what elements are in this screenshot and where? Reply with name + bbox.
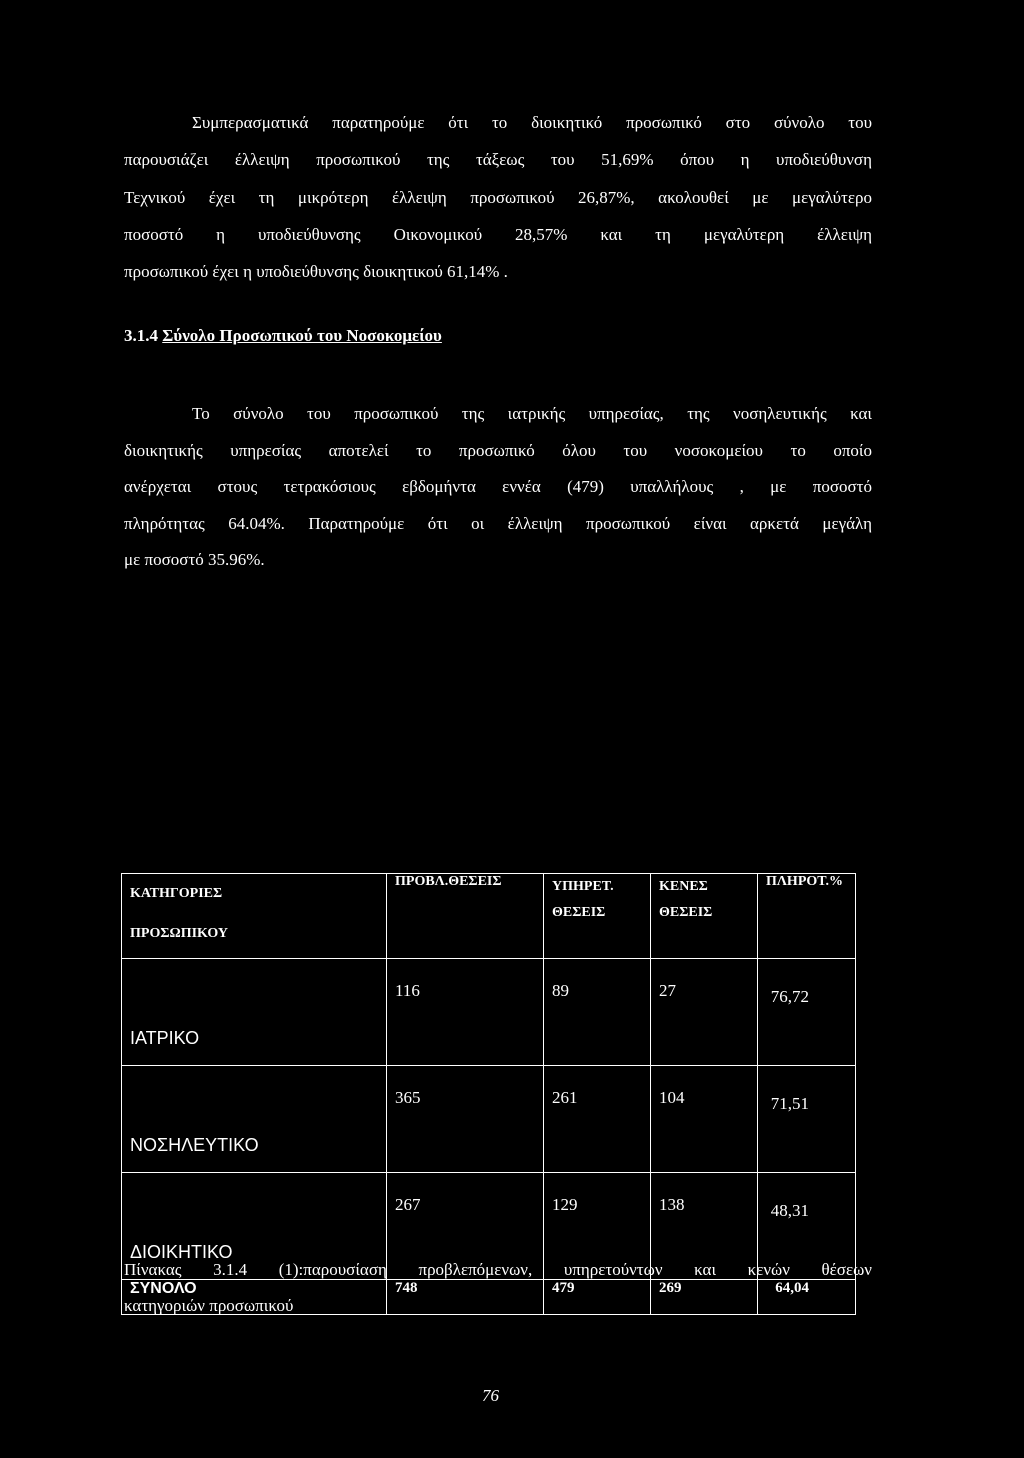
section-number: 3.1.4 — [124, 326, 158, 345]
paragraph-line: πληρότητας 64.04%. Παρατηρούμε ότι οι έλλειψη προσωπικού είναι αρκετά μεγάλη — [124, 513, 872, 533]
header-category: ΚΑΤΗΓΟΡΙΕΣ ΠΡΟΣΩΠΙΚΟΥ — [122, 874, 387, 959]
table-row — [122, 959, 856, 1066]
paragraph-line: ανέρχεται στους τετρακόσιους εβδομήντα εννέα (479) υπαλλήλους , με ποσοστό — [124, 477, 872, 496]
paragraph-line: διοικητικής υπηρεσίας αποτελεί το προσωπικό όλου του νοσοκομείου το οποίο — [124, 440, 872, 460]
paragraph-line: ποσοστό η υποδιεύθυνσης Οικονομικού 28,57% και τη μεγαλύτερη έλλειψη — [124, 224, 872, 244]
row-vacant: 138 — [651, 1173, 758, 1280]
paragraph-line: Συμπερασματικά παρατηρούμε ότι το διοικητικό προσωπικό στο σύνολο του — [192, 113, 872, 132]
caption-line: κατηγοριών προσωπικού — [124, 1296, 294, 1315]
total-fill-pct: 64,04 — [758, 1280, 856, 1315]
staff-table — [121, 873, 856, 1315]
header-served: ΥΠΗΡΕΤ. ΘΕΣΕΙΣ — [544, 874, 651, 959]
row-provided: 365 — [387, 1066, 544, 1173]
row-provided: 267 — [387, 1173, 544, 1280]
row-category: ΝΟΣΗΛΕΥΤΙΚΟ — [122, 1066, 387, 1173]
header-provided: ΠΡΟΒΛ.ΘΕΣΕΙΣ — [387, 874, 544, 959]
row-served: 129 — [544, 1173, 651, 1280]
table-header-row — [122, 874, 856, 959]
row-fill-pct: 48,31 — [758, 1173, 856, 1280]
row-category: ΙΑΤΡΙΚΟ — [122, 959, 387, 1066]
total-served: 479 — [544, 1280, 651, 1315]
row-fill-pct: 76,72 — [758, 959, 856, 1066]
section-title: Σύνολο Προσωπικού του Νοσοκομείου — [162, 326, 442, 345]
table-row — [122, 1066, 856, 1173]
row-served: 89 — [544, 959, 651, 1066]
paragraph-line: με ποσοστό 35.96%. — [124, 550, 265, 569]
row-provided: 116 — [387, 959, 544, 1066]
paragraph-line: παρουσιάζει έλλειψη προσωπικού της τάξεως του 51,69% όπου η υποδιεύθυνση — [124, 150, 872, 170]
page-number: 76 — [482, 1386, 499, 1405]
row-vacant: 104 — [651, 1066, 758, 1173]
row-category: ΔΙΟΙΚΗΤΙΚΟ — [122, 1173, 387, 1280]
paragraph-line: προσωπικού έχει η υποδιεύθυνσης διοικητικού 61,14% . — [124, 262, 508, 282]
paragraph-line: Τεχνικού έχει τη μικρότερη έλλειψη προσωπικού 26,87%, ακολουθεί με μεγαλύτερο — [124, 187, 872, 207]
total-vacant: 269 — [651, 1280, 758, 1315]
row-fill-pct: 71,51 — [758, 1066, 856, 1173]
total-category: ΣΥΝΟΛΟ — [122, 1280, 387, 1315]
paragraph-line: Το σύνολο του προσωπικού της ιατρικής υπηρεσίας, της νοσηλευτικής και — [192, 404, 872, 423]
row-served: 261 — [544, 1066, 651, 1173]
caption-line: Πίνακας 3.1.4 (1):παρουσίαση προβλεπόμενων, υπηρετούντων και κενών θέσεων — [124, 1260, 872, 1279]
total-provided: 748 — [387, 1280, 544, 1315]
table-caption — [124, 1252, 872, 1324]
section-heading — [124, 326, 442, 346]
header-vacant: ΚΕΝΕΣ ΘΕΣΕΙΣ — [651, 874, 758, 959]
conclusion-paragraph — [124, 104, 872, 290]
staff-total-paragraph — [124, 396, 872, 579]
header-fill-pct: ΠΛΗΡΟΤ.% — [758, 874, 856, 959]
row-vacant: 27 — [651, 959, 758, 1066]
